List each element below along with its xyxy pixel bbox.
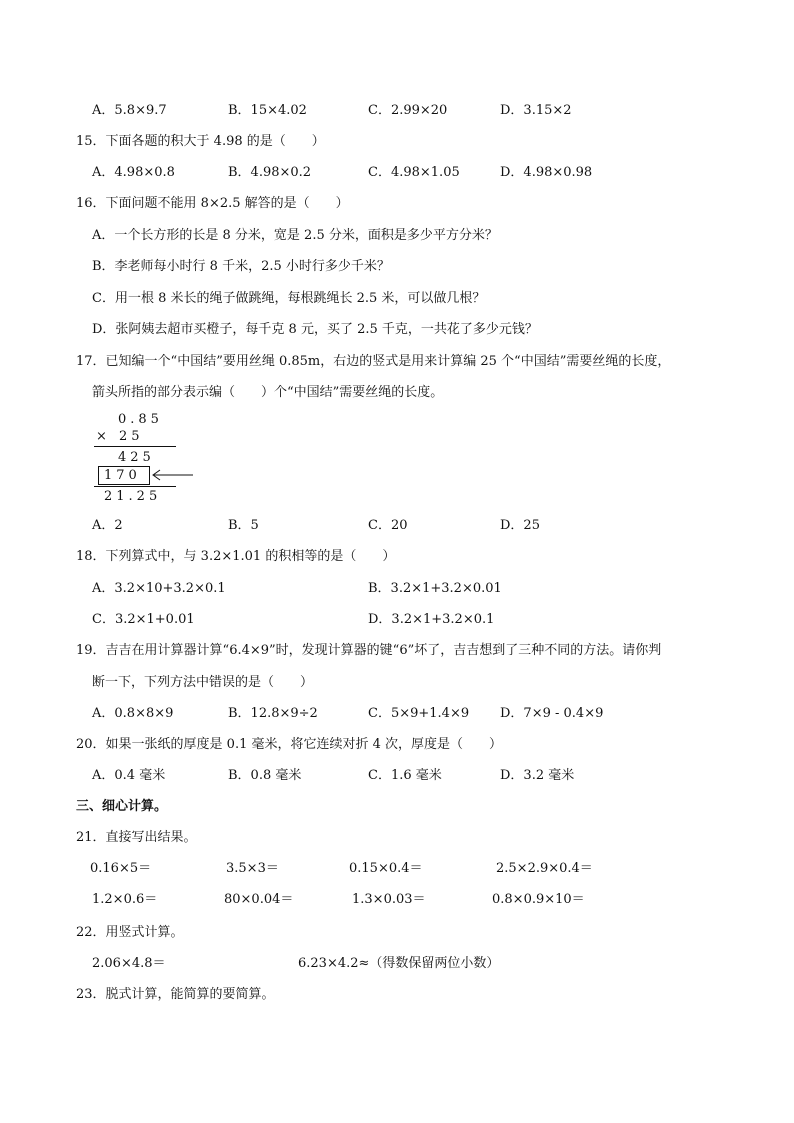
calc-rule-1 xyxy=(94,446,176,447)
q15-stem: 15．下面各题的积大于 4.98 的是（ ） xyxy=(76,134,325,149)
q16-option-a: A．一个长方形的长是 8 分米，宽是 2.5 分米，面积是多少平方分米？ xyxy=(92,228,498,243)
calc-partial-1: 425 xyxy=(118,450,155,465)
calc-rule-2 xyxy=(94,486,176,487)
q14-option-a: A．5.8×9.7 xyxy=(92,103,167,118)
q17-option-d: D．25 xyxy=(500,518,540,533)
q21-item: 0.15×0.4＝ xyxy=(349,861,423,876)
q19-option-d: D．7×9 - 0.4×9 xyxy=(500,706,604,721)
q21-item: 80×0.04＝ xyxy=(224,892,294,907)
q21-item: 0.8×0.9×10＝ xyxy=(492,892,585,907)
calc-multiplier: × 25 xyxy=(96,429,144,444)
q14-option-d: D．3.15×2 xyxy=(500,103,572,118)
q19-stem-line1: 19．吉吉在用计算器计算“6.4×9”时，发现计算器的键“6”坏了，吉吉想到了三种不同的方法。请你判 xyxy=(76,643,662,658)
q22-item: 6.23×4.2≈（得数保留两位小数） xyxy=(298,956,500,971)
q17-stem-line1: 17．已知编一个“中国结”要用丝绳 0.85m，右边的竖式是用来计算编 25 个“中国结”需要丝绳的长度， xyxy=(76,354,671,369)
q18-option-b: B．3.2×1+3.2×0.01 xyxy=(368,581,502,596)
q19-option-c: C．5×9+1.4×9 xyxy=(368,706,470,721)
q21-item: 1.3×0.03＝ xyxy=(352,892,426,907)
calc-result: 21.25 xyxy=(104,489,162,504)
q19-option-a: A．0.8×8×9 xyxy=(92,706,174,721)
q15-option-a: A．4.98×0.8 xyxy=(92,165,175,180)
q18-option-a: A．3.2×10+3.2×0.1 xyxy=(92,581,226,596)
q20-option-c: C．1.6 毫米 xyxy=(368,768,442,783)
q21-item: 2.5×2.9×0.4＝ xyxy=(496,861,593,876)
q15-option-c: C．4.98×1.05 xyxy=(368,165,460,180)
q18-option-d: D．3.2×1+3.2×0.1 xyxy=(368,612,495,627)
arrow-icon xyxy=(150,468,194,482)
q17-option-c: C．20 xyxy=(368,518,408,533)
q22-item: 2.06×4.8＝ xyxy=(92,956,166,971)
q19-stem-line2: 断一下，下列方法中错误的是（ ） xyxy=(92,675,314,690)
section-title: 三、细心计算。 xyxy=(76,799,168,814)
q17-option-a: A．2 xyxy=(92,518,123,533)
q19-option-b: B．12.8×9÷2 xyxy=(228,706,318,721)
q15-option-b: B．4.98×0.2 xyxy=(228,165,312,180)
q15-option-d: D．4.98×0.98 xyxy=(500,165,593,180)
calc-multiplicand: 0.85 xyxy=(118,412,163,427)
q20-stem: 20．如果一张纸的厚度是 0.1 毫米，将它连续对折 4 次，厚度是（ ） xyxy=(76,737,503,752)
q20-option-a: A．0.4 毫米 xyxy=(92,768,166,783)
q16-option-c: C．用一根 8 米长的绳子做跳绳，每根跳绳长 2.5 米，可以做几根？ xyxy=(92,291,486,306)
q17-option-b: B．5 xyxy=(228,518,259,533)
q16-option-d: D．张阿姨去超市买橙子，每千克 8 元，买了 2.5 千克，一共花了多少元钱？ xyxy=(92,322,538,337)
q21-item: 3.5×3＝ xyxy=(226,861,279,876)
calc-partial-2: 170 xyxy=(104,468,141,483)
q17-stem-line2: 箭头所指的部分表示编（ ）个“中国结”需要丝绳的长度。 xyxy=(92,385,444,400)
q23-stem: 23．脱式计算，能简算的要简算。 xyxy=(76,987,275,1002)
q21-item: 1.2×0.6＝ xyxy=(92,892,158,907)
q21-item: 0.16×5＝ xyxy=(90,861,152,876)
q16-option-b: B．李老师每小时行 8 千米，2.5 小时行多少千米？ xyxy=(92,259,390,274)
q14-option-c: C．2.99×20 xyxy=(368,103,448,118)
q21-stem: 21．直接写出结果。 xyxy=(76,830,197,845)
q20-option-b: B．0.8 毫米 xyxy=(228,768,302,783)
q18-option-c: C．3.2×1+0.01 xyxy=(92,612,195,627)
q22-stem: 22．用竖式计算。 xyxy=(76,925,184,940)
q16-stem: 16．下面问题不能用 8×2.5 解答的是（ ） xyxy=(76,196,349,211)
q20-option-d: D．3.2 毫米 xyxy=(500,768,575,783)
q18-stem: 18．下列算式中，与 3.2×1.01 的积相等的是（ ） xyxy=(76,549,396,564)
q14-option-b: B．15×4.02 xyxy=(228,103,307,118)
